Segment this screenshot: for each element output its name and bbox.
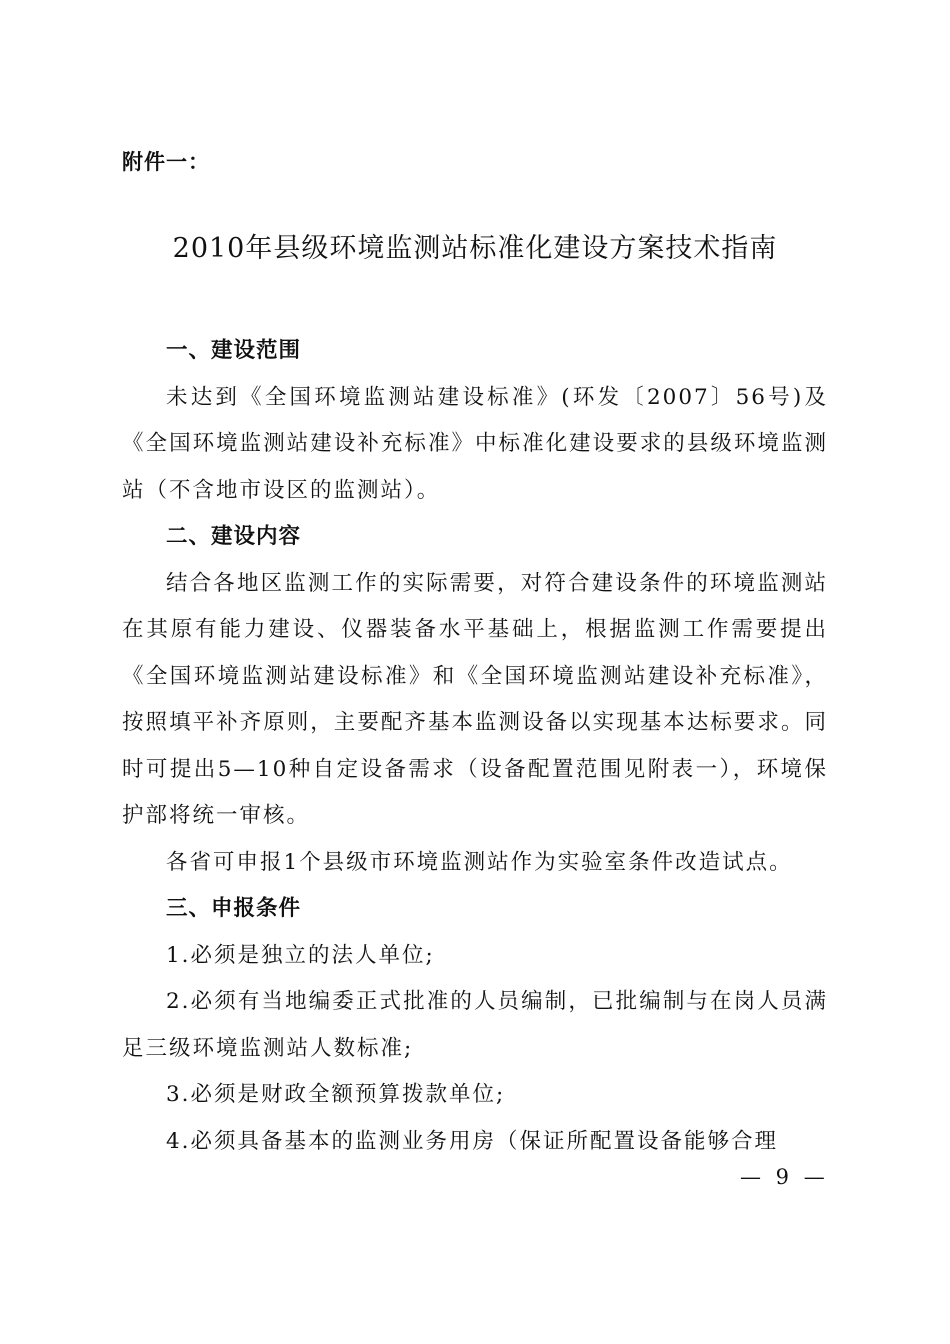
document-body — [122, 328, 828, 1165]
paragraph-content-2: 各省可申报1个县级市环境监测站作为实验室条件改造试点。 — [166, 849, 793, 875]
section-heading-content: 二、建设内容 — [166, 524, 302, 549]
condition-item-4: 4.必须具备基本的监测业务用房（保证所配置设备能够合理 — [166, 1128, 779, 1154]
attachment-label: 附件一： — [122, 150, 210, 174]
document-title: 2010年县级环境监测站标准化建设方案技术指南 — [172, 233, 778, 264]
condition-item-2: 2.必须有当地编委正式批准的人员编制，已批编制与在岗人员满足三级环境监测站人数标准; — [122, 989, 828, 1061]
paragraph-content-1: 结合各地区监测工作的实际需要，对符合建设条件的环境监测站在其原有能力建设、仪器装备水平基础上，根据监测工作需要提出《全国环境监测站建设标准》和《全国环境监测站建设补充标准》，按照填平补齐原则，主要配齐基本监测设备以实现基本达标要求。同时可提出5—10种自定设备需求（设备配置范围见附表一），环境保护部将统一审核。 — [122, 570, 828, 828]
condition-item-3: 3.必须是财政全额预算拨款单位; — [166, 1082, 506, 1107]
page-number: — 9 — — [740, 1165, 829, 1189]
paragraph-scope: 未达到《全国环境监测站建设标准》(环发〔2007〕56号)及《全国环境监测站建设补充标准》中标准化建设要求的县级环境监测站（不含地市设区的监测站）。 — [122, 384, 828, 503]
section-heading-scope: 一、建设范围 — [166, 338, 302, 363]
condition-item-1: 1.必须是独立的法人单位; — [166, 942, 435, 968]
section-heading-conditions: 三、申报条件 — [166, 896, 302, 921]
